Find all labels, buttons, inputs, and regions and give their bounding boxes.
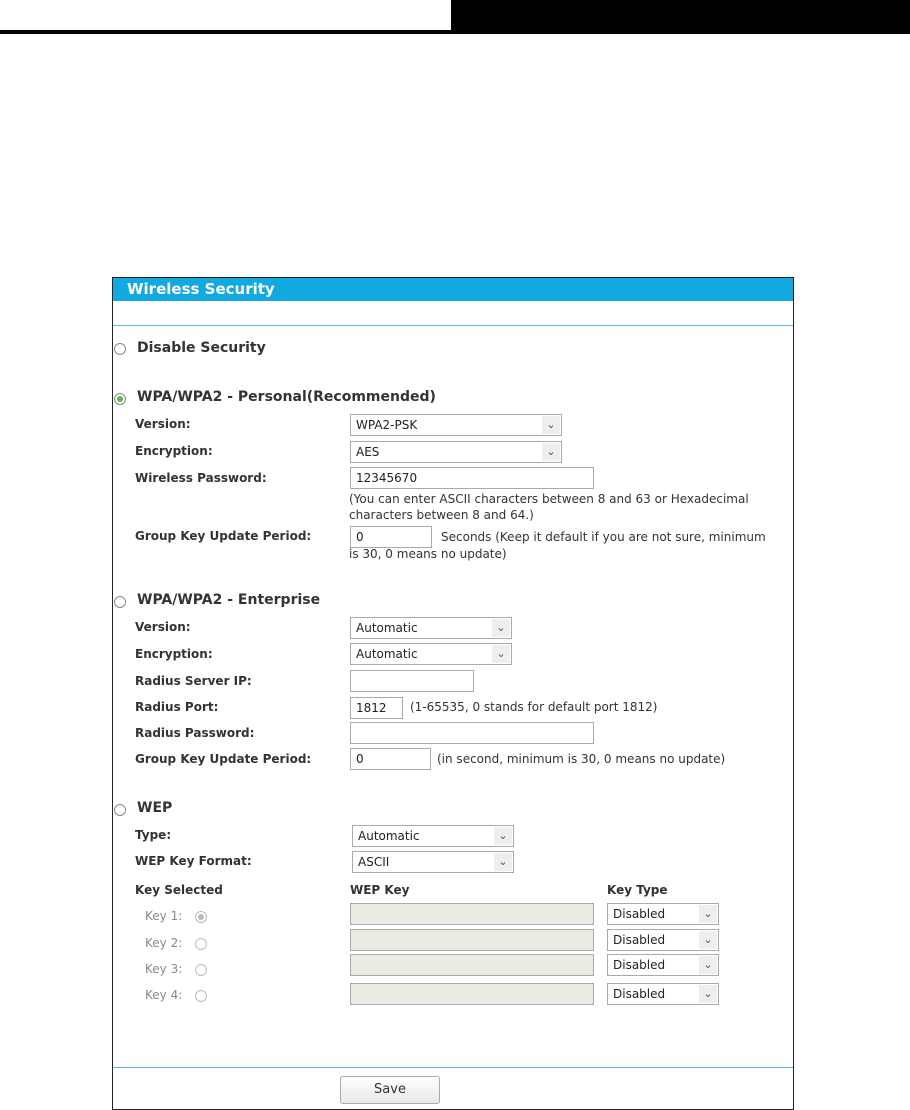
selected-value: ASCII <box>358 855 390 869</box>
chevron-down-icon: ⌄ <box>699 931 717 949</box>
key-label: Key 3: <box>145 962 183 976</box>
wep-format-select[interactable] <box>352 851 514 873</box>
selected-value: WPA2-PSK <box>356 418 418 432</box>
version-label: Version: <box>135 417 191 431</box>
selected-value: Disabled <box>613 933 666 947</box>
gkup-help-1: Seconds (Keep it default if you are not sure, minimum <box>441 530 766 544</box>
radius-password-label: Radius Password: <box>135 726 255 740</box>
encryption-label: Encryption: <box>135 647 213 661</box>
col-key-type: Key Type <box>607 883 668 897</box>
key-2-radio[interactable] <box>195 938 207 950</box>
selected-value: Disabled <box>613 958 666 972</box>
disable-security-label: Disable Security <box>137 340 266 356</box>
selected-value: AES <box>356 445 380 459</box>
radius-password-input[interactable] <box>350 722 594 744</box>
chevron-down-icon: ⌄ <box>494 853 512 871</box>
chevron-down-icon: ⌄ <box>699 956 717 974</box>
key-label: Key 1: <box>145 909 183 923</box>
radius-port-label: Radius Port: <box>135 700 219 714</box>
chevron-down-icon: ⌄ <box>699 905 717 923</box>
key-4-input[interactable] <box>350 983 594 1005</box>
key-3-radio[interactable] <box>195 964 207 976</box>
col-key-selected: Key Selected <box>135 883 223 897</box>
gkup-label: Group Key Update Period: <box>135 752 312 766</box>
enterprise-version-select[interactable] <box>350 617 512 639</box>
selected-value: Disabled <box>613 987 666 1001</box>
wep-type-select[interactable] <box>352 825 514 847</box>
selected-value: Automatic <box>358 829 420 843</box>
panel-header <box>113 278 793 301</box>
chevron-down-icon: ⌄ <box>542 443 560 461</box>
save-button[interactable]: Save <box>340 1076 440 1104</box>
key-label: Key 4: <box>145 988 183 1002</box>
gkup-label: Group Key Update Period: <box>135 529 312 543</box>
selected-value: Automatic <box>356 621 418 635</box>
panel-title: Wireless Security <box>127 280 275 298</box>
key-1-type-select[interactable] <box>607 903 719 925</box>
enterprise-gkup-help: (in second, minimum is 30, 0 means no update) <box>437 752 726 766</box>
wireless-password-input[interactable]: 12345670 <box>350 467 594 489</box>
key-3-type-select[interactable] <box>607 954 719 976</box>
top-rule <box>0 30 910 34</box>
divider <box>113 1067 793 1068</box>
gkup-help-2: is 30, 0 means no update) <box>349 547 507 561</box>
key-label: Key 2: <box>145 936 183 950</box>
selected-value: Disabled <box>613 907 666 921</box>
key-4-type-select[interactable] <box>607 983 719 1005</box>
help-line: characters between 8 and 64.) <box>349 508 534 522</box>
chevron-down-icon: ⌄ <box>492 619 510 637</box>
chevron-down-icon: ⌄ <box>494 827 512 845</box>
help-line: (You can enter ASCII characters between 8 and 63 or Hexadecimal <box>349 492 749 506</box>
top-banner <box>451 0 910 34</box>
key-2-type-select[interactable] <box>607 929 719 951</box>
key-1-radio[interactable] <box>195 911 207 923</box>
radius-ip-input[interactable] <box>350 670 474 692</box>
selected-value: Automatic <box>356 647 418 661</box>
wpa-personal-label: WPA/WPA2 - Personal(Recommended) <box>137 389 436 405</box>
wpa-enterprise-radio[interactable] <box>114 596 126 608</box>
key-3-input[interactable] <box>350 954 594 976</box>
wpa-enterprise-label: WPA/WPA2 - Enterprise <box>137 592 321 608</box>
key-2-input[interactable] <box>350 929 594 951</box>
col-wep-key: WEP Key <box>350 883 410 897</box>
password-help <box>349 491 749 523</box>
enterprise-gkup-input[interactable]: 0 <box>350 748 431 770</box>
radius-ip-label: Radius Server IP: <box>135 674 252 688</box>
divider <box>113 325 793 326</box>
version-label: Version: <box>135 620 191 634</box>
personal-gkup-input[interactable]: 0 <box>350 526 432 548</box>
chevron-down-icon: ⌄ <box>492 645 510 663</box>
wpa-personal-radio[interactable] <box>114 393 126 405</box>
personal-version-select[interactable] <box>350 414 562 436</box>
wep-label: WEP <box>137 800 173 816</box>
wep-type-label: Type: <box>135 828 172 842</box>
personal-encryption-select[interactable] <box>350 441 562 463</box>
radius-port-input[interactable]: 1812 <box>350 697 403 719</box>
chevron-down-icon: ⌄ <box>542 416 560 434</box>
chevron-down-icon: ⌄ <box>699 985 717 1003</box>
encryption-label: Encryption: <box>135 444 213 458</box>
password-label: Wireless Password: <box>135 471 267 485</box>
key-1-input[interactable] <box>350 903 594 925</box>
wep-radio[interactable] <box>114 804 126 816</box>
enterprise-encryption-select[interactable] <box>350 643 512 665</box>
wep-format-label: WEP Key Format: <box>135 854 252 868</box>
key-4-radio[interactable] <box>195 990 207 1002</box>
radius-port-help: (1-65535, 0 stands for default port 1812) <box>410 700 658 714</box>
disable-security-radio[interactable] <box>114 343 126 355</box>
